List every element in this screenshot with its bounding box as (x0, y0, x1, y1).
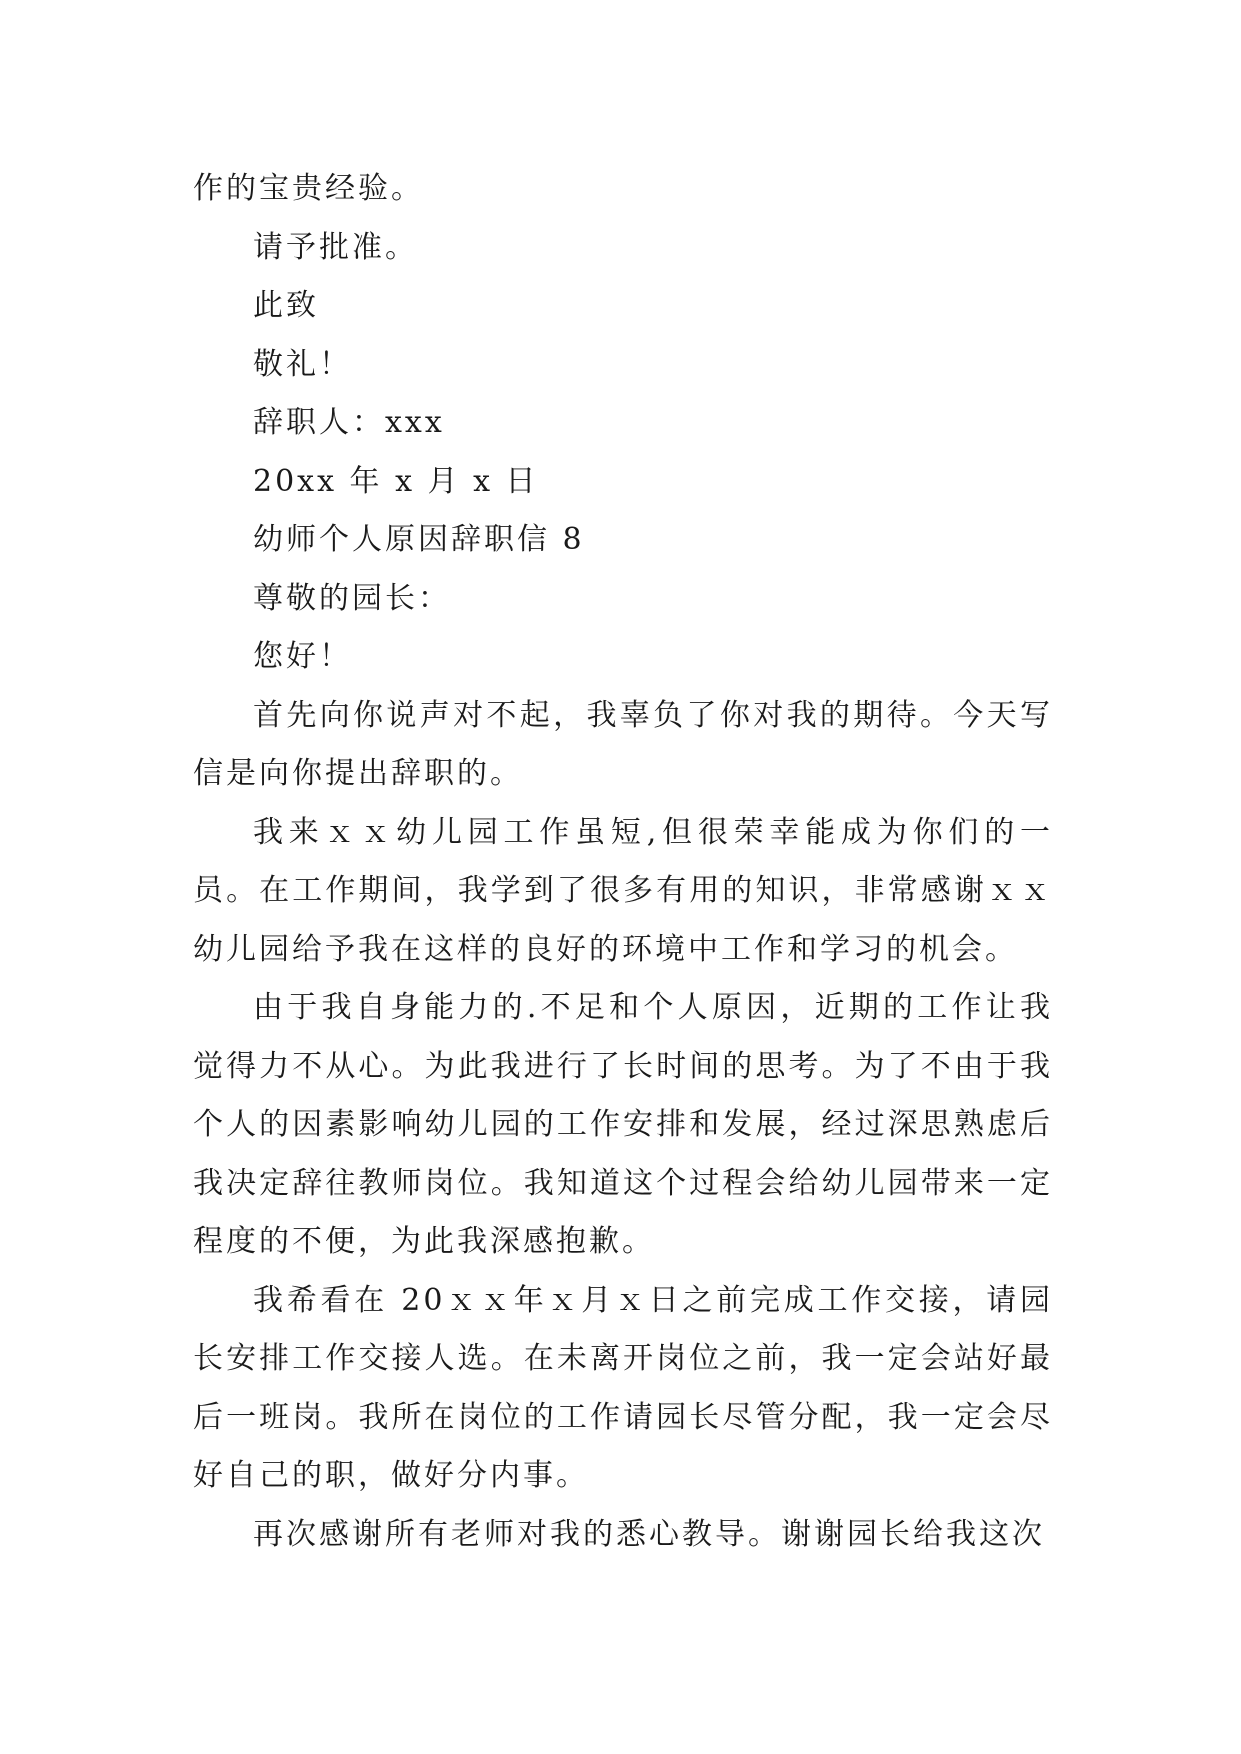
paragraph-date: 20xx 年 x 月 x 日 (253, 463, 539, 499)
paragraph-addressee: 尊敬的园长： (253, 580, 451, 616)
paragraph-regards: 敬礼！ (253, 346, 352, 382)
paragraph-closing-salutation: 此致 (253, 288, 319, 323)
paragraph-signatory: 辞职人：xxx (253, 405, 445, 440)
section-heading: 幼师个人原因辞职信 8 (253, 522, 585, 557)
paragraph-greeting: 您好！ (253, 639, 352, 674)
paragraph-apology: 首先向你说声对不起，我辜负了你对我的期待。今天写信是向你提出辞职的。 (193, 697, 1053, 791)
paragraph-continuation: 作的宝贵经验。 (193, 171, 424, 206)
document-body (193, 160, 1053, 1564)
paragraph-reason: 由于我自身能力的.不足和个人原因，近期的工作让我觉得力不从心。为此我进行了长时间的思考。为了不由于我个人的因素影响幼儿园的工作安排和发展，经过深思熟虑后我决定辞往教师岗位。我知道这个过程会给幼儿园带来一定程度的不便，为此我深感抱歉。 (193, 990, 1053, 1259)
paragraph-handover: 我希看在 20ｘｘ年ｘ月ｘ日之前完成工作交接，请园长安排工作交接人选。在未离开岗位之前，我一定会站好最后一班岗。我所在岗位的工作请园长尽管分配，我一定会尽好自己的职，做好分内事。 (193, 1282, 1053, 1493)
paragraph-thanks: 再次感谢所有老师对我的悉心教导。谢谢园长给我这次 (253, 1516, 1045, 1552)
paragraph-request-approval: 请予批准。 (253, 229, 418, 265)
paragraph-gratitude: 我来ｘｘ幼儿园工作虽短,但很荣幸能成为你们的一员。在工作期间，我学到了很多有用的知识，非常感谢ｘｘ幼儿园给予我在这样的良好的环境中工作和学习的机会。 (193, 814, 1053, 967)
